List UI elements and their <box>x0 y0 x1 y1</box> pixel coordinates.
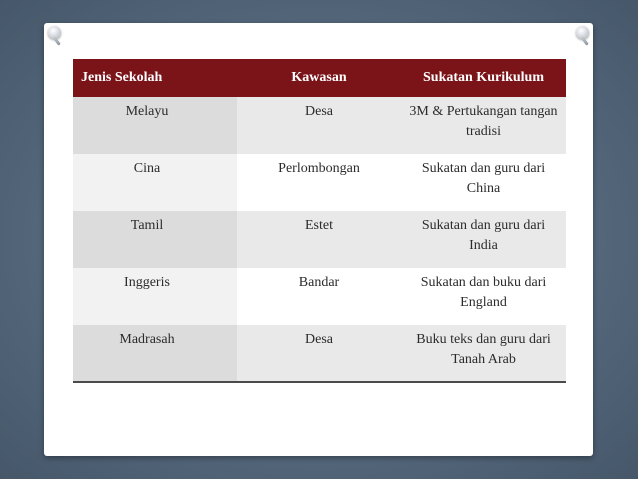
cell-jenis-sekolah: Cina <box>73 154 237 211</box>
cell-sukatan-kurikulum: Sukatan dan guru dari India <box>401 211 566 268</box>
table-row <box>73 211 566 268</box>
cell-kawasan: Desa <box>237 325 401 382</box>
table-row <box>73 154 566 211</box>
pushpin-icon <box>576 26 589 39</box>
data-table <box>73 59 566 383</box>
cell-sukatan-kurikulum: 3M & Pertukangan tangan tradisi <box>401 97 566 154</box>
table-row <box>73 268 566 325</box>
header-sukatan-kurikulum: Sukatan Kurikulum <box>401 59 566 97</box>
cell-jenis-sekolah: Melayu <box>73 97 237 154</box>
school-table <box>73 59 566 383</box>
header-kawasan: Kawasan <box>237 59 401 97</box>
table-row <box>73 97 566 154</box>
header-jenis-sekolah: Jenis Sekolah <box>73 59 237 97</box>
cell-sukatan-kurikulum: Buku teks dan guru dari Tanah Arab <box>401 325 566 382</box>
cell-kawasan: Estet <box>237 211 401 268</box>
cell-sukatan-kurikulum: Sukatan dan buku dari England <box>401 268 566 325</box>
cell-kawasan: Perlombongan <box>237 154 401 211</box>
cell-jenis-sekolah: Inggeris <box>73 268 237 325</box>
cell-kawasan: Desa <box>237 97 401 154</box>
table-row <box>73 325 566 382</box>
cell-jenis-sekolah: Madrasah <box>73 325 237 382</box>
cell-sukatan-kurikulum: Sukatan dan guru dari China <box>401 154 566 211</box>
cell-kawasan: Bandar <box>237 268 401 325</box>
pushpin-icon <box>48 26 61 39</box>
table-header-row <box>73 59 566 97</box>
cell-jenis-sekolah: Tamil <box>73 211 237 268</box>
